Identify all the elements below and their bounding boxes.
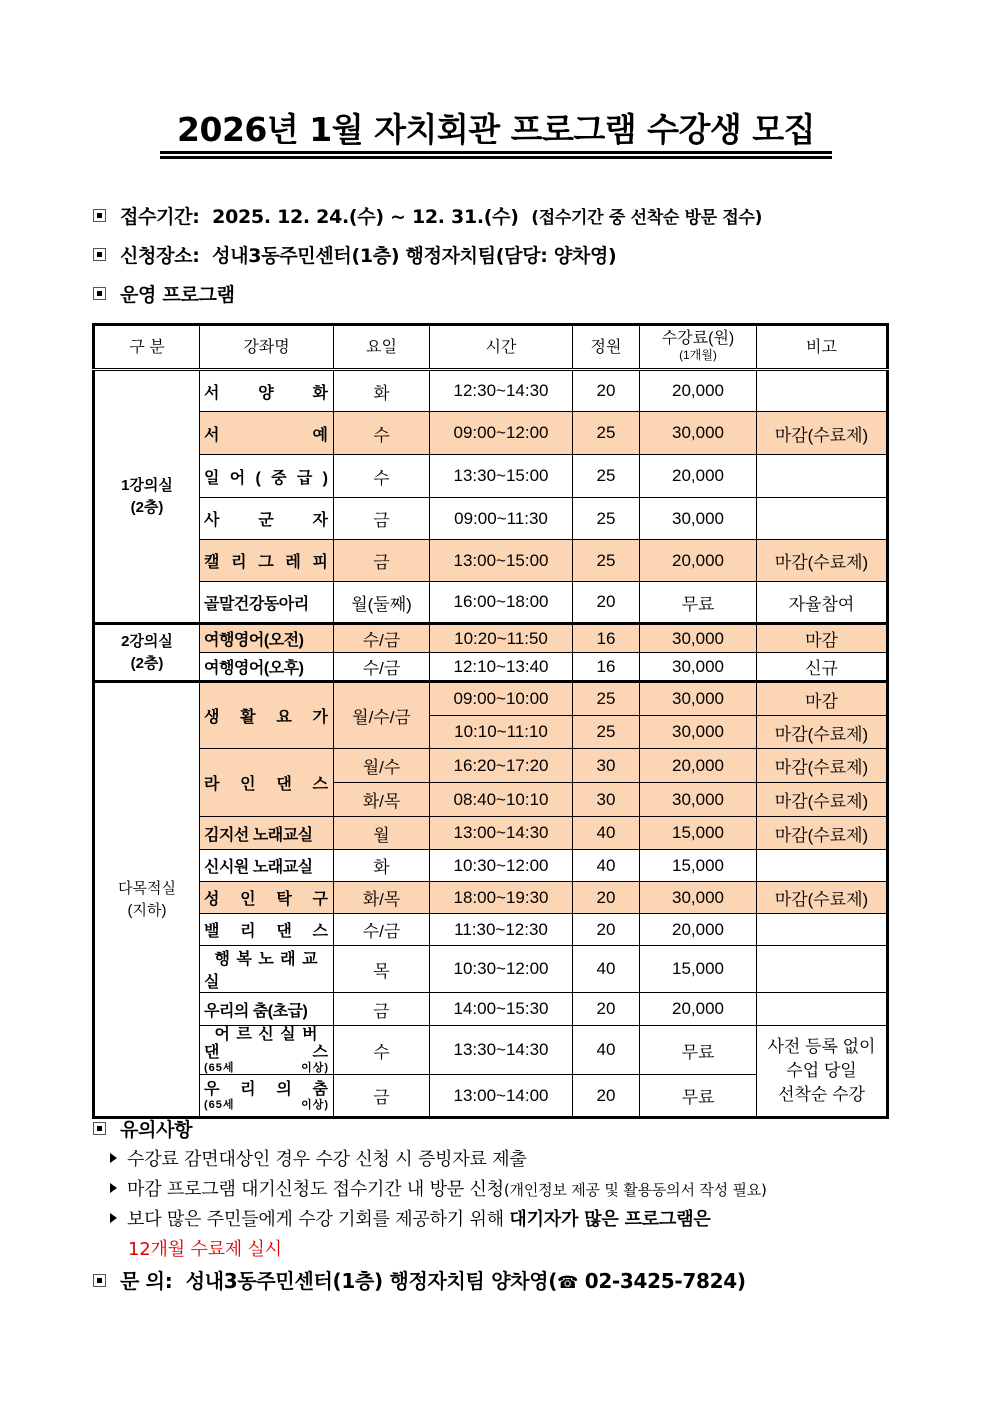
capacity-cell: 40: [573, 1026, 640, 1075]
note-text: 수강료 감면대상인 경우 수강 신청 시 증빙자료 제출: [127, 1149, 527, 1170]
fee-cell: 30,000: [640, 653, 757, 682]
header-fee: [640, 325, 757, 370]
course-name: 라 인 댄 스: [200, 749, 334, 817]
fee-cell: 20,000: [640, 455, 757, 498]
fee-cell: 무료: [640, 582, 757, 624]
contact: [93, 1268, 746, 1296]
time-cell: 13:30~14:30: [430, 1026, 573, 1075]
course-name: 성 인 탁 구: [200, 882, 334, 914]
day-cell: 수: [334, 1026, 430, 1075]
note-cell: [757, 370, 888, 412]
place-value: 성내3동주민센터(1층) 행정자치팀(담당: 양차영): [212, 245, 617, 267]
capacity-cell: 20: [573, 1075, 640, 1118]
header-fee-label: 수강료(원): [661, 330, 735, 347]
table-row: [94, 582, 888, 624]
fee-cell: 무료: [640, 1075, 757, 1118]
day-cell: 화: [334, 850, 430, 882]
room-cell: [94, 370, 200, 624]
capacity-cell: 25: [573, 716, 640, 749]
time-cell: 12:10~13:40: [430, 653, 573, 682]
note-cell: 신규: [757, 653, 888, 682]
fee-cell: 20,000: [640, 540, 757, 582]
notes-heading-label: 유의사항: [120, 1119, 193, 1141]
room-floor: (지하): [127, 901, 167, 919]
note-cell: 마감(수료제): [757, 882, 888, 914]
time-cell: 13:00~15:00: [430, 540, 573, 582]
fee-cell: 20,000: [640, 749, 757, 783]
table-row: [94, 817, 888, 850]
page-title: 2026년 1월 자치회관 프로그램 수강생 모집: [177, 110, 815, 149]
time-cell: 16:20~17:20: [430, 749, 573, 783]
time-cell: 11:30~12:30: [430, 914, 573, 946]
day-cell: 수/금: [334, 653, 430, 682]
square-bullet-icon: [93, 287, 106, 300]
note-cell: 마감(수료제): [757, 412, 888, 455]
note-line: 수업 당일: [786, 1061, 857, 1080]
time-cell: 12:30~14:30: [430, 370, 573, 412]
programs-heading: [93, 282, 235, 308]
header-day: 요일: [334, 325, 430, 370]
capacity-cell: 16: [573, 653, 640, 682]
course-name: 서 예: [200, 412, 334, 455]
notes-heading: [93, 1117, 192, 1143]
time-cell: 14:00~15:30: [430, 993, 573, 1026]
course-name: 신시원 노래교실: [200, 850, 334, 882]
day-cell: 목: [334, 946, 430, 993]
room-cell: [94, 682, 200, 1118]
time-cell: 09:00~10:00: [430, 682, 573, 716]
reception-period: [93, 204, 762, 231]
course-name-sub: (65세 이상): [204, 1062, 329, 1074]
table-row: [94, 993, 888, 1026]
capacity-cell: 20: [573, 582, 640, 624]
note-cell: 마감(수료제): [757, 540, 888, 582]
course-name: 여행영어(오전): [200, 624, 334, 653]
day-cell: 월(둘째): [334, 582, 430, 624]
day-cell: 화/목: [334, 882, 430, 914]
day-cell: 월/수: [334, 749, 430, 783]
capacity-cell: 30: [573, 783, 640, 817]
triangle-bullet-icon: [110, 1183, 117, 1193]
capacity-cell: 20: [573, 993, 640, 1026]
triangle-bullet-icon: [110, 1213, 117, 1223]
capacity-cell: 25: [573, 540, 640, 582]
table-row: [94, 412, 888, 455]
time-cell: 18:00~19:30: [430, 882, 573, 914]
table-row: [94, 624, 888, 653]
room-floor: (2층): [130, 654, 164, 672]
note-cell: 마감(수료제): [757, 783, 888, 817]
note-small-text: (개인정보 제공 및 활용동의서 작성 필요): [503, 1181, 767, 1199]
table-row: [94, 946, 888, 993]
course-name: 김지선 노래교실: [200, 817, 334, 850]
table-row: [94, 370, 888, 412]
room-name: 2강의실: [121, 632, 173, 650]
contact-label: 문 의:: [120, 1269, 173, 1293]
square-bullet-icon: [93, 248, 106, 261]
room-floor: (2층): [130, 498, 164, 516]
note-bold-text: 대기자가 많은 프로그램은: [509, 1209, 711, 1230]
fee-cell: 30,000: [640, 783, 757, 817]
table-row: [94, 653, 888, 682]
note-cell: [757, 455, 888, 498]
course-name: 사 군 자: [200, 498, 334, 540]
contact-phone: 02-3425-7824): [584, 1269, 746, 1293]
room-cell: [94, 624, 200, 682]
day-cell: 화/목: [334, 783, 430, 817]
course-name-main: 우 리 의 춤: [204, 1080, 329, 1098]
course-name: 생 활 요 가: [200, 682, 334, 749]
period-label: 접수기간:: [120, 206, 200, 228]
triangle-bullet-icon: [110, 1153, 117, 1163]
capacity-cell: 25: [573, 498, 640, 540]
note-cell: 마감: [757, 682, 888, 716]
fee-cell: 30,000: [640, 682, 757, 716]
square-bullet-icon: [93, 1274, 106, 1287]
fee-cell: 30,000: [640, 624, 757, 653]
note-cell: [757, 850, 888, 882]
day-cell: 금: [334, 993, 430, 1026]
title-underline: [160, 151, 832, 154]
capacity-cell: 16: [573, 624, 640, 653]
fee-cell: 15,000: [640, 946, 757, 993]
time-cell: 13:00~14:00: [430, 1075, 573, 1118]
time-cell: 16:00~18:00: [430, 582, 573, 624]
capacity-cell: 40: [573, 850, 640, 882]
course-name: 밸 리 댄 스: [200, 914, 334, 946]
note-cell: [757, 1026, 888, 1118]
time-cell: 10:20~11:50: [430, 624, 573, 653]
capacity-cell: 40: [573, 946, 640, 993]
course-name: [200, 1026, 334, 1075]
note-line: 사전 등록 없이: [767, 1037, 876, 1056]
table-row: [94, 749, 888, 783]
note-red-text: 12개월 수료제 실시: [128, 1239, 282, 1260]
time-cell: 10:30~12:00: [430, 946, 573, 993]
note-cell: 마감(수료제): [757, 749, 888, 783]
capacity-cell: 25: [573, 682, 640, 716]
table-row: [94, 498, 888, 540]
header-time: 시간: [430, 325, 573, 370]
course-name: [200, 1075, 334, 1118]
header-note: 비고: [757, 325, 888, 370]
time-cell: 13:30~15:00: [430, 455, 573, 498]
fee-cell: 20,000: [640, 370, 757, 412]
day-cell: 수/금: [334, 914, 430, 946]
day-cell: 금: [334, 540, 430, 582]
fee-cell: 15,000: [640, 850, 757, 882]
note-cell: [757, 914, 888, 946]
course-name: 우리의 춤(초급): [200, 993, 334, 1026]
header-course: 강좌명: [200, 325, 334, 370]
table-row: [94, 682, 888, 716]
capacity-cell: 40: [573, 817, 640, 850]
day-cell: 수: [334, 412, 430, 455]
time-cell: 13:00~14:30: [430, 817, 573, 850]
day-cell: 금: [334, 498, 430, 540]
room-name: 다목적실: [118, 879, 176, 897]
note-item: [110, 1208, 711, 1232]
note-text: 마감 프로그램 대기신청도 접수기간 내 방문 신청: [127, 1179, 504, 1200]
table-header-row: [94, 325, 888, 370]
day-cell: 화: [334, 370, 430, 412]
period-value: 2025. 12. 24.(수) ~ 12. 31.(수): [212, 206, 519, 228]
square-bullet-icon: [93, 1122, 106, 1135]
fee-cell: 무료: [640, 1026, 757, 1075]
course-name: 여행영어(오후): [200, 653, 334, 682]
fee-cell: 30,000: [640, 498, 757, 540]
table-row: [94, 1026, 888, 1075]
capacity-cell: 30: [573, 749, 640, 783]
capacity-cell: 25: [573, 455, 640, 498]
header-category: 구 분: [94, 325, 200, 370]
program-table: [92, 323, 889, 1119]
time-cell: 09:00~12:00: [430, 412, 573, 455]
course-name: 일 어 ( 중 급 ): [200, 455, 334, 498]
time-cell: 10:30~12:00: [430, 850, 573, 882]
programs-label: 운영 프로그램: [120, 284, 235, 306]
note-cell: 마감(수료제): [757, 817, 888, 850]
note-cell: 자율참여: [757, 582, 888, 624]
day-cell: 금: [334, 1075, 430, 1118]
time-cell: 09:00~11:30: [430, 498, 573, 540]
course-name: 골말건강동아리: [200, 582, 334, 624]
fee-cell: 30,000: [640, 412, 757, 455]
capacity-cell: 25: [573, 412, 640, 455]
note-cell: 마감(수료제): [757, 716, 888, 749]
capacity-cell: 20: [573, 370, 640, 412]
capacity-cell: 20: [573, 914, 640, 946]
table-row: [94, 455, 888, 498]
phone-icon: ☎: [557, 1273, 579, 1293]
square-bullet-icon: [93, 209, 106, 222]
day-cell: 수: [334, 455, 430, 498]
contact-value: 성내3동주민센터(1층) 행정자치팀 양차영(: [185, 1269, 558, 1293]
fee-cell: 30,000: [640, 716, 757, 749]
day-cell: 수/금: [334, 624, 430, 653]
room-name: 1강의실: [121, 476, 173, 494]
fee-cell: 20,000: [640, 993, 757, 1026]
table-row: [94, 882, 888, 914]
note-text: 보다 많은 주민들에게 수강 기회를 제공하기 위해: [127, 1209, 510, 1230]
title-underline-second: [160, 156, 832, 159]
table-row: [94, 540, 888, 582]
table-row: [94, 850, 888, 882]
note-item: [110, 1178, 767, 1202]
course-name: 캘 리 그 레 피: [200, 540, 334, 582]
capacity-cell: 20: [573, 882, 640, 914]
fee-cell: 20,000: [640, 914, 757, 946]
time-cell: 08:40~10:10: [430, 783, 573, 817]
fee-cell: 15,000: [640, 817, 757, 850]
day-cell: 월: [334, 817, 430, 850]
course-name: 행 복 노 래 교 실: [200, 946, 334, 993]
note-line: 선착순 수강: [778, 1085, 865, 1104]
course-name-sub: (65세 이상): [204, 1098, 329, 1111]
course-name-main: 어 르 신 실 버 댄 스: [204, 1026, 329, 1061]
fee-cell: 30,000: [640, 882, 757, 914]
header-fee-sub: (1개월): [679, 348, 717, 362]
place-label: 신청장소:: [120, 245, 200, 267]
table-row: [94, 914, 888, 946]
course-name: 서 양 화: [200, 370, 334, 412]
note-cell: [757, 993, 888, 1026]
period-note: (접수기간 중 선착순 방문 접수): [531, 208, 763, 228]
header-capacity: 정원: [573, 325, 640, 370]
time-cell: 10:10~11:10: [430, 716, 573, 749]
note-cell: [757, 946, 888, 993]
note-cell: 마감: [757, 624, 888, 653]
application-place: [93, 243, 616, 269]
day-cell: 월/수/금: [334, 682, 430, 749]
note-cell: [757, 498, 888, 540]
note-item: [110, 1148, 527, 1172]
